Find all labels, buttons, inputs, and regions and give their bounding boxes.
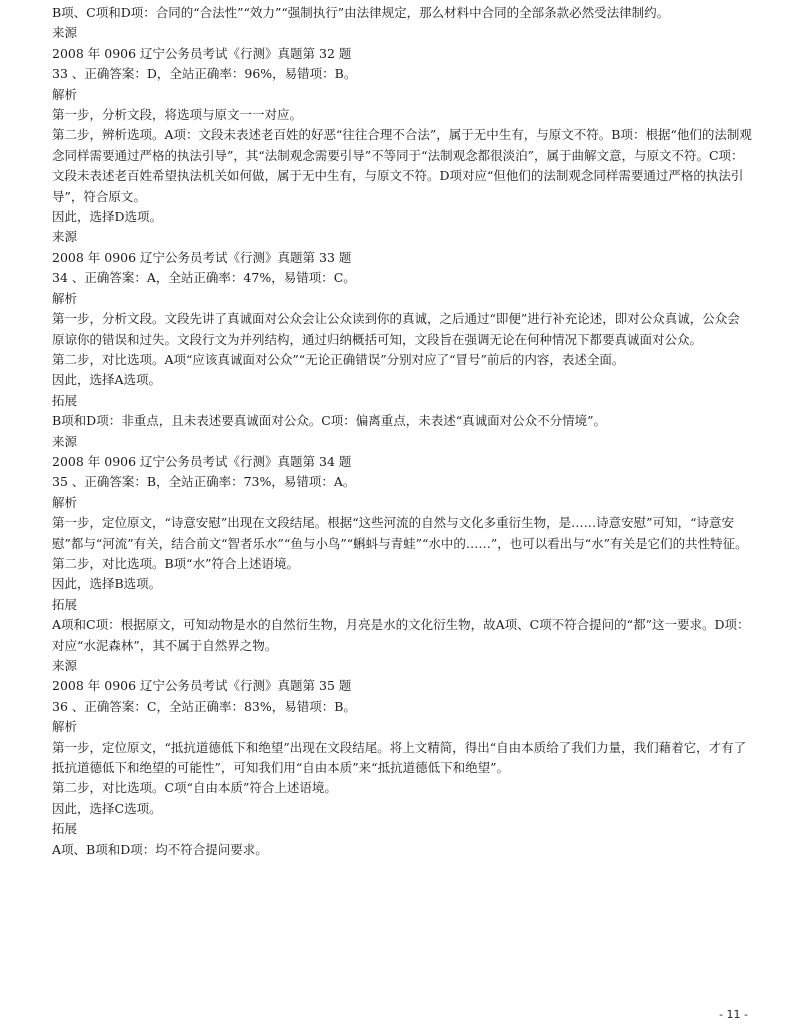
text-line: A项、B项和D项：均不符合提问要求。: [52, 841, 268, 857]
text-line: 第二步，对比选项。B项“水”符合上述语境。: [52, 555, 299, 571]
text-line: 第二步，对比选项。C项“自由本质”符合上述语境。: [52, 780, 337, 796]
text-line: 因此，选择D选项。: [52, 209, 163, 225]
text-line: 36 、正确答案：C，全站正确率：83%，易错项：B。: [52, 698, 356, 714]
text-line: 拓展: [52, 821, 78, 837]
text-line: 来源: [52, 229, 78, 245]
text-line: 解析: [52, 86, 78, 102]
text-line: 第一步，定位原文，“抵抗道德低下和绝望”出现在文段结尾。将上文精简，得出“自由本质给了我们力量，我们藉着它，才有了抵抗道德低下和绝望的可能性”，可知我们用“自由本质”来“抵抗道德低下和绝望”。: [52, 739, 747, 776]
text-line: 第一步，分析文段，将选项与原文一一对应。: [52, 107, 303, 123]
text-line: 34 、正确答案：A，全站正确率：47%，易错项：C。: [52, 270, 356, 286]
text-line: 2008 年 0906 辽宁公务员考试《行测》真题第 35 题: [52, 678, 352, 694]
text-line: 因此，选择C选项。: [52, 800, 162, 816]
text-line: 2008 年 0906 辽宁公务员考试《行测》真题第 33 题: [52, 249, 352, 265]
text-line: 因此，选择B选项。: [52, 576, 162, 592]
text-line: 拓展: [52, 596, 78, 612]
text-line: 2008 年 0906 辽宁公务员考试《行测》真题第 32 题: [52, 45, 352, 61]
text-line: 33 、正确答案：D，全站正确率：96%，易错项：B。: [52, 66, 357, 82]
text-line: 解析: [52, 290, 78, 306]
text-line: 第二步，辨析选项。A项：文段未表述老百姓的好恶“往往合理不合法”，属于无中生有，与原文不符。B项：根据“他们的法制观念同样需要通过严格的执法引导”，其“法制观念需要引导”不等同于“法制观念都很淡泊”，属于曲解文意，与原文不符。C项：文段未表述老百姓希望执法机关如何做，属于无中生有，与原文不符。D项对应“但他们的法制观念同样需要通过严格的执法引导”，符合原文。: [52, 127, 752, 204]
text-line: 35 、正确答案：B，全站正确率：73%，易错项：A。: [52, 474, 356, 490]
text-line: A项和C项：根据原文，可知动物是水的自然衍生物，月亮是水的文化衍生物，故A项、C项不符合提问的“都”这一要求。D项：对应“水泥森林”，其不属于自然界之物。: [52, 617, 750, 653]
text-line: 来源: [52, 25, 78, 41]
text-line: 第一步，分析文段。文段先讲了真诚面对公众会让公众读到你的真诚，之后通过“即便”进行补充论述，即对公众真诚，公众会原谅你的错误和过失。文段行文为并列结构，通过归纳概括可知，文段旨在强调无论在何种情况下都要真诚面对公众。: [52, 311, 740, 347]
text-line: 2008 年 0906 辽宁公务员考试《行测》真题第 34 题: [52, 453, 352, 469]
text-line: 因此，选择A选项。: [52, 372, 162, 388]
text-line: 拓展: [52, 392, 78, 408]
document-body: [52, 3, 752, 860]
text-line: 解析: [52, 719, 78, 735]
text-line: 来源: [52, 433, 78, 449]
text-line: 第二步，对比选项。A项“应该真诚面对公众”“无论正确错误”分别对应了“冒号”前后的内容，表述全面。: [52, 351, 625, 367]
text-line: 解析: [52, 494, 78, 510]
text-line: B项和D项：非重点，且未表述要真诚面对公众。C项：偏离重点，未表述“真诚面对公众不分情境”。: [52, 413, 607, 429]
text-line: B项、C项和D项：合同的“合法性”“效力”“强制执行”由法律规定，那么材料中合同的全部条款必然受法律制约。: [52, 5, 670, 20]
text-line: 来源: [52, 658, 78, 673]
page-number: - 11 -: [719, 1008, 748, 1021]
text-line: 第一步，定位原文，“诗意安慰”出现在文段结尾。根据“这些河流的自然与文化多重衍生物，是……诗意安慰”可知，“诗意安慰”都与“河流”有关，结合前文“智者乐水”“鱼与小鸟”“蝌蚪与青蛙”“水中的……”，也可以看出与“水”有关是它们的共性特征。: [52, 515, 748, 551]
